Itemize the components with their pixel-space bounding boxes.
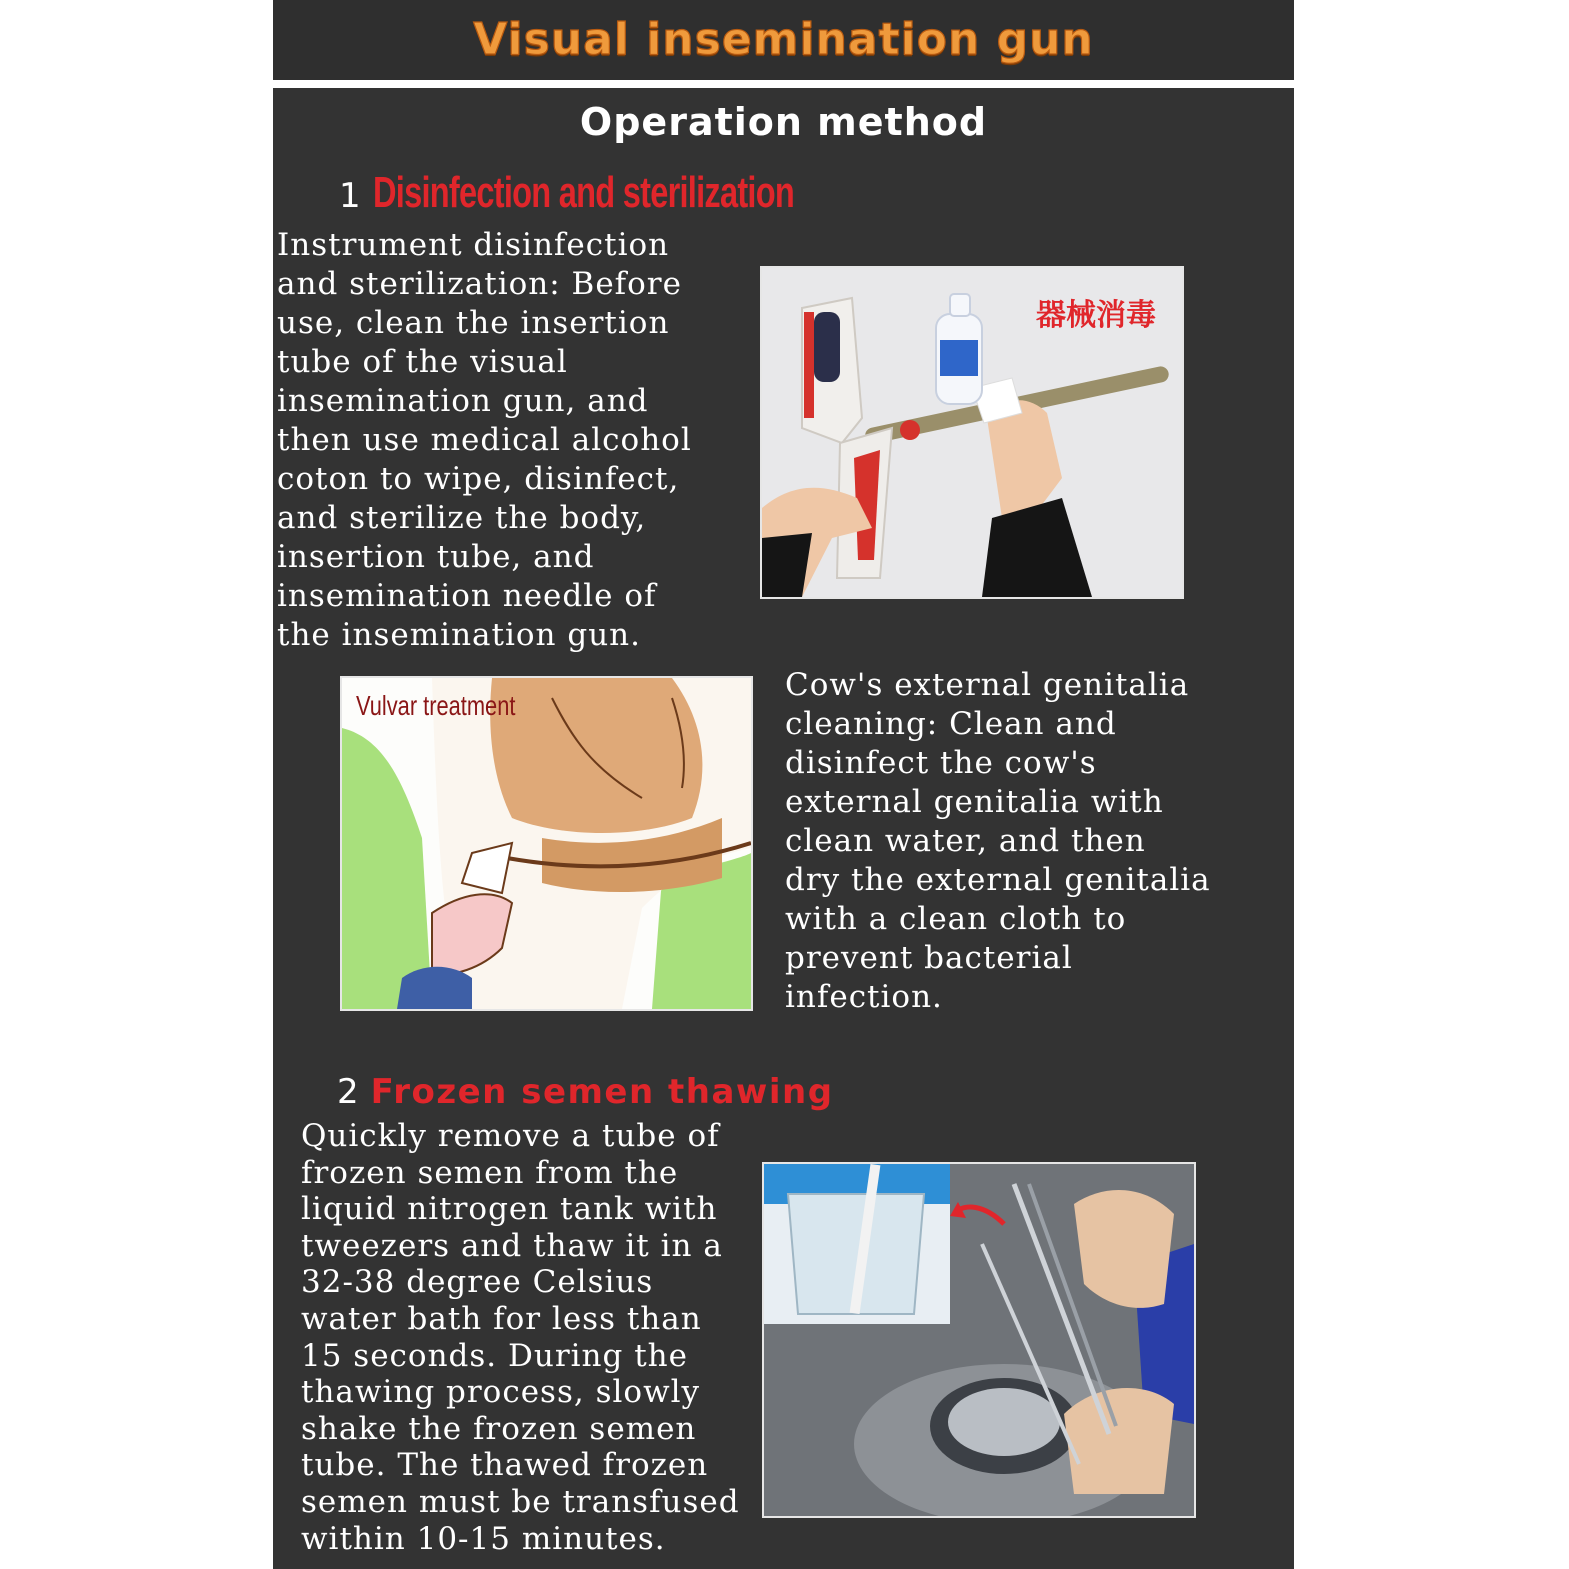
step-1-title: Disinfection and sterilization [372,168,794,217]
step-1-number: 1 [339,176,361,216]
instrument-disinfection-caption: 器械消毒 [1036,298,1156,333]
step-2-title: Frozen semen thawing [370,1072,834,1112]
insemination-gun-cleaning-photo [760,266,1184,599]
semen-thawing-photo [762,1162,1196,1518]
step-1-heading [339,168,942,218]
vulvar-treatment-illustration [340,676,753,1011]
step-1-genitalia-text: Cow's external genitalia cleaning: Clean and disinfect the cow's external genitalia with clean water, and then dry the external genitalia with a clean cloth to prevent bacterial infection. [785,667,1211,1015]
product-panel [273,0,1294,1569]
header-band [273,0,1294,80]
header-divider [273,80,1294,88]
step-2-thawing-text: Quickly remove a tube of frozen semen from the liquid nitrogen tank with tweezers and thaw it in a 32-38 degree Celsius water bath for less than 15 seconds. During the thawing process, slowly shake the frozen semen tube. The thawed frozen semen must be transfused within 10-15 minutes. [301,1118,740,1557]
step-2-number: 2 [337,1072,359,1112]
page-title: Visual insemination gun [473,14,1094,65]
section-subtitle: Operation method [579,100,988,144]
vulvar-treatment-caption: Vulvar treatment [356,690,516,721]
step-1-instrument-text: Instrument disinfection and sterilization: Before use, clean the insertion tube of the visual insemination gun, and then use medical alcohol coton to wipe, disinfect, and sterilize the body, insertion tube, and insemination needle of the insemination gun. [277,227,692,653]
step-2-heading [337,1072,834,1112]
